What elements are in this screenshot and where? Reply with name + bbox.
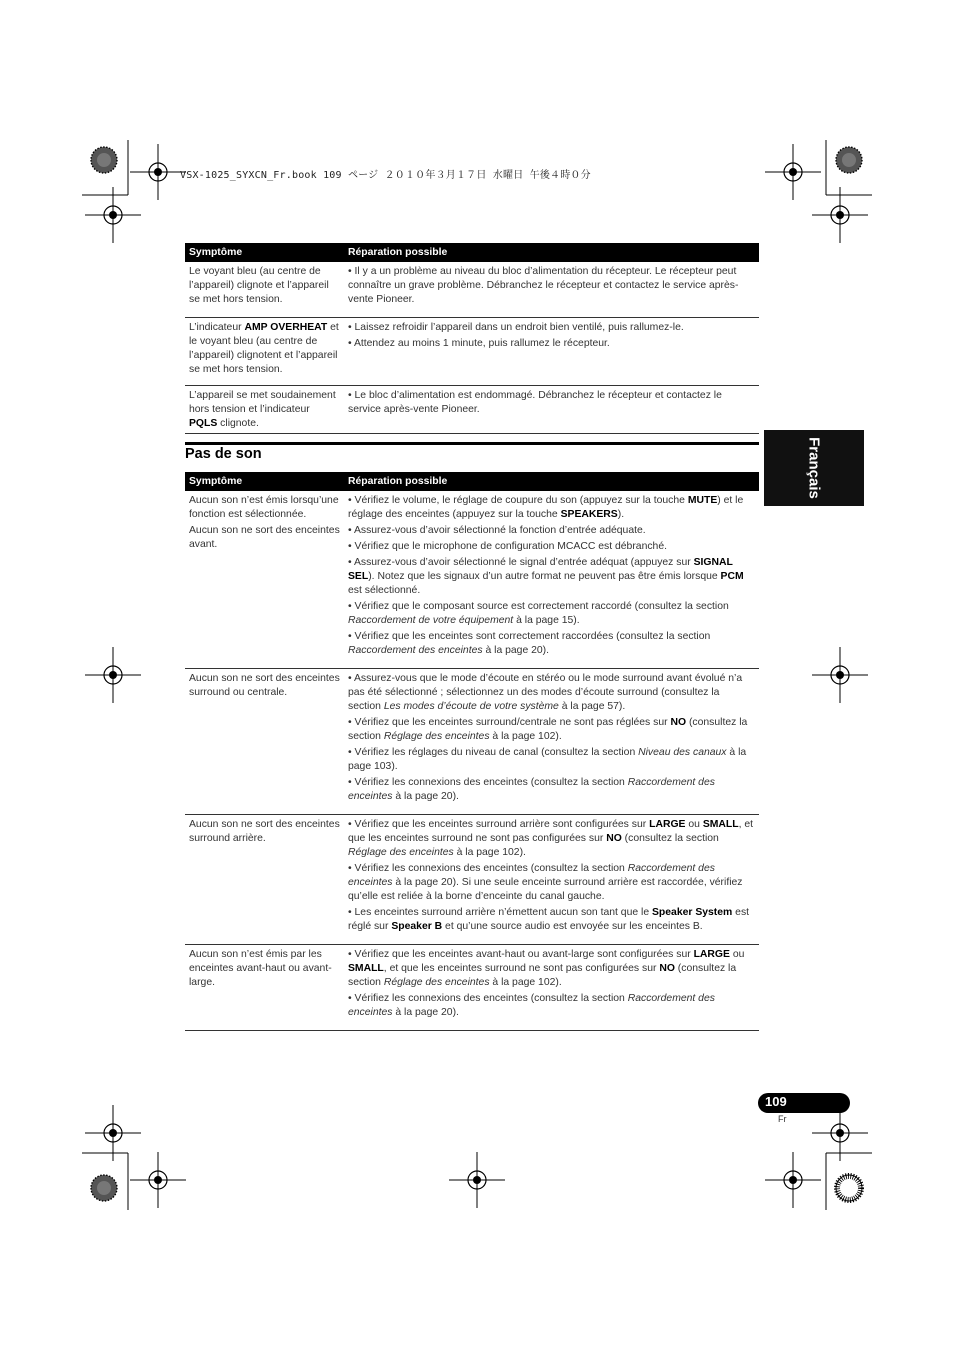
section-divider <box>185 442 759 445</box>
repair-item: • Assurez-vous d’avoir sélectionné la fonction d’entrée adéquate. <box>348 525 646 536</box>
repair-cell <box>344 491 759 669</box>
column-header-symptom: Symptôme <box>185 472 344 491</box>
repair-item: • Vérifiez les connexions des enceintes (consultez la section Raccordement des enceintes à la page 20). <box>348 777 715 802</box>
table-row <box>185 386 759 434</box>
repair-cell <box>344 815 759 945</box>
repair-item: • Assurez-vous d’avoir sélectionné le signal d’entrée adéquat (appuyez sur SIGNAL SEL). Notez que les signaux d’un autre format ne peuvent pas être émis lorsque PCM est sélectionné. <box>348 557 744 596</box>
symptom-cell: Le voyant bleu (au centre de l’appareil) clignote et l’appareil se met hors tension. <box>185 262 344 318</box>
table-row <box>185 815 759 945</box>
repair-item: • Assurez-vous que le mode d’écoute en stéréo ou le mode surround avant évolué n’a pas été sélectionné ; sélectionnez un des modes d’écoute surround (consultez la section Les modes d’écoute de votre système à la page 57). <box>348 673 743 712</box>
repair-item: • Il y a un problème au niveau du bloc d’alimentation du récepteur. Le récepteur peut connaître un grave problème. Débranchez le récepteur et contactez le service après-vente Pioneer. <box>348 266 739 305</box>
repair-item: • Le bloc d’alimentation est endommagé. Débranchez le récepteur et contactez le service après-vente Pioneer. <box>348 390 722 415</box>
repair-item: • Attendez au moins 1 minute, puis rallumez le récepteur. <box>348 338 610 349</box>
symptom-cell: Aucun son n’est émis lorsqu’une fonction est sélectionnée. Aucun son ne sort des enceintes avant. <box>185 491 344 669</box>
repair-item: • Vérifiez les connexions des enceintes (consultez la section Raccordement des enceintes à la page 20). <box>348 993 715 1018</box>
repair-item: • Vérifiez que les enceintes surround/centrale ne sont pas réglées sur NO (consultez la section Réglage des enceintes à la page 102). <box>348 717 748 742</box>
repair-item: • Vérifiez que le composant source est correctement raccordé (consultez la section Raccordement de votre équipement à la page 15). <box>348 601 729 626</box>
repair-item: • Vérifiez que le microphone de configuration MCACC est débranché. <box>348 541 667 552</box>
table-header-row <box>185 472 759 491</box>
repair-item: • Les enceintes surround arrière n’émettent aucun son tant que le Speaker System est réglé sur Speaker B et qu’une source audio est envoyée sur les enceintes B. <box>348 907 750 932</box>
table-header-row <box>185 243 759 262</box>
page-language: Fr <box>778 1114 787 1124</box>
repair-item: • Vérifiez le volume, le réglage de coupure du son (appuyez sur la touche MUTE) et le réglage des enceintes (appuyez sur la touche SPEAKERS). <box>348 495 744 520</box>
troubleshooting-table-power <box>185 243 759 434</box>
symptom-cell: Aucun son ne sort des enceintes surround ou centrale. <box>185 669 344 815</box>
table-row <box>185 318 759 386</box>
repair-cell <box>344 669 759 815</box>
repair-cell <box>344 262 759 318</box>
troubleshooting-table-no-sound <box>185 472 759 1031</box>
repair-cell <box>344 386 759 434</box>
repair-item: • Vérifiez que les enceintes surround arrière sont configurées sur LARGE ou SMALL, et que les enceintes surround ne sont pas configurées sur NO (consultez la section Réglage des enceintes à la page 102). <box>348 819 754 858</box>
repair-item: • Vérifiez que les enceintes avant-haut ou avant-large sont configurées sur LARGE ou SMALL, et que les enceintes surround ne sont pas configurées sur NO (consultez la section Réglage des enceintes à la page 102). <box>348 949 745 988</box>
symptom-cell: L’appareil se met soudainement hors tension et l’indicateur PQLS clignote. <box>185 386 344 434</box>
language-tab <box>764 430 864 506</box>
file-header: VSX-1025_SYXCN_Fr.book 109 ページ ２０１０年３月１７日 水曜日 午後４時０分 <box>180 170 591 181</box>
page-number: 109 <box>765 1094 787 1109</box>
repair-item: • Vérifiez les réglages du niveau de canal (consultez la section Niveau des canaux à la page 103). <box>348 747 747 772</box>
column-header-repair: Réparation possible <box>344 243 759 262</box>
symptom-cell: Aucun son n’est émis par les enceintes avant-haut ou avant-large. <box>185 945 344 1031</box>
repair-item: • Vérifiez les connexions des enceintes (consultez la section Raccordement des enceintes à la page 20). Si une seule enceinte surround arrière est raccordée, vérifiez qu’elle est reliée à la borne d’enceinte du canal gauche. <box>348 863 743 902</box>
column-header-symptom: Symptôme <box>185 243 344 262</box>
symptom-cell: Aucun son ne sort des enceintes surround arrière. <box>185 815 344 945</box>
language-tab-label: Français <box>805 437 823 499</box>
repair-cell <box>344 318 759 386</box>
symptom-cell: L’indicateur AMP OVERHEAT et le voyant bleu (au centre de l’appareil) clignotent et l’appareil se met hors tension. <box>185 318 344 386</box>
table-row <box>185 945 759 1031</box>
section-title: Pas de son <box>185 446 262 462</box>
repair-item: • Vérifiez que les enceintes sont correctement raccordées (consultez la section Raccordement des enceintes à la page 20). <box>348 631 711 656</box>
column-header-repair: Réparation possible <box>344 472 759 491</box>
repair-cell <box>344 945 759 1031</box>
repair-item: • Laissez refroidir l’appareil dans un endroit bien ventilé, puis rallumez-le. <box>348 322 684 333</box>
table-row <box>185 669 759 815</box>
table-row <box>185 491 759 669</box>
table-row <box>185 262 759 318</box>
